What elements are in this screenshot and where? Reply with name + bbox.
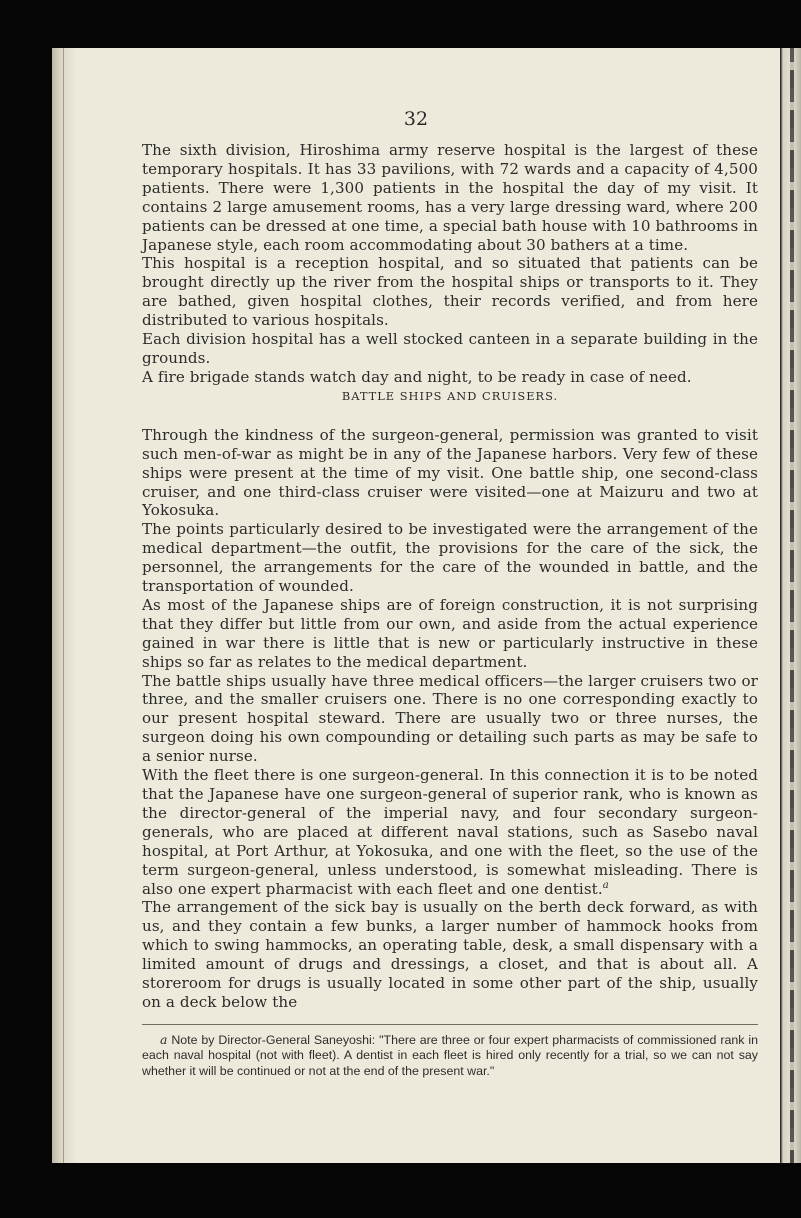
- adjacent-page-edge: [780, 48, 801, 1163]
- paragraph: The points particularly desired to be investigated were the arrangement of the medical department—the outfit, the provisions for the care of the sick, the personnel, the arrangements for the care of the wounded in battle, and the transportation of wounded.: [142, 520, 758, 596]
- paragraph: The arrangement of the sick bay is usually on the berth deck forward, as with us, and they contain a few bunks, a larger number of hammock hooks from which to swing hammocks, an operating table, desk, a small dispensary with a limited amount of drugs and dressings, a closet, and that is about all. A storeroom for drugs is usually located in some other part of the ship, usually on a deck below the: [142, 898, 758, 1011]
- footnote-divider: [142, 1024, 758, 1025]
- paragraph: Through the kindness of the surgeon-general, permission was granted to visit such men-of-war as might be in any of the Japanese harbors. Very few of these ships were present at the time of my visit. One battle ship, one second-class cruiser, and one third-class cruiser were visited—one at Maizuru and two at Yokosuka.: [142, 425, 758, 520]
- book-page: [52, 48, 780, 1163]
- paragraph: The battle ships usually have three medical officers—the larger cruisers two or three, and the smaller cruisers one. There is no one corresponding exactly to our present hospital steward. There are usually two or three nurses, the surgeon doing his own compounding or detailing such parts as may be safe to a senior nurse.: [142, 671, 758, 766]
- paragraph-text: With the fleet there is one surgeon-general. In this connection it is to be noted that the Japanese have one surgeon-general of superior rank, who is known as the director-general of the imperial navy, and four secondary surgeon-generals, who are placed at different naval stations, such as Sasebo naval hospital, at Port Arthur, at Yokosuka, and one with the fleet, so the use of the term surgeon-general, unless understood, is somewhat misleading. There is also one expert pharmacist with each fleet and one dentist.: [142, 766, 758, 898]
- section-heading: BATTLE SHIPS AND CRUISERS.: [341, 388, 559, 403]
- footnote: [142, 1032, 758, 1079]
- page-binding-edge: [52, 48, 78, 1163]
- paragraph: As most of the Japanese ships are of foreign construction, it is not surprising that they differ but little from our own, and aside from the actual experience gained in war there is little that is new or particularly instructive in these ships so far as relates to the medical department.: [142, 595, 758, 671]
- footnote-reference: a: [602, 879, 609, 891]
- paragraph: The sixth division, Hiroshima army reserve hospital is the largest of these temporary hospitals. It has 33 pavilions, with 72 wards and a capacity of 4,500 patients. There were 1,300 patients in the hospital the day of my visit. It contains 2 large amusement rooms, has a very large dressing ward, where 200 patients can be dressed at one time, a special bath house with 10 bathrooms in Japanese style, each room accommodating about 30 bathers at a time.: [142, 141, 758, 254]
- page-number: 32: [403, 108, 429, 130]
- page-body: [142, 141, 758, 1012]
- paragraph: This hospital is a reception hospital, and so situated that patients can be brought directly up the river from the hospital ships or transports to it. They are bathed, given hospital clothes, their records verified, and from here distributed to various hospitals.: [142, 254, 758, 330]
- footnote-marker: a: [160, 1032, 168, 1047]
- footnote-text: Note by Director-General Saneyoshi: "There are three or four expert pharmacists of commissioned rank in each naval hospital (not with fleet). A dentist in each fleet is hired only recently for a trial, so we can not say whether it will be continued or not at the end of the present war.": [142, 1033, 758, 1078]
- paragraph-with-footnote-ref: [142, 766, 758, 898]
- paragraph: A fire brigade stands watch day and night, to be ready in case of need.: [142, 367, 692, 386]
- paragraph: Each division hospital has a well stocked canteen in a separate building in the grounds.: [142, 330, 758, 367]
